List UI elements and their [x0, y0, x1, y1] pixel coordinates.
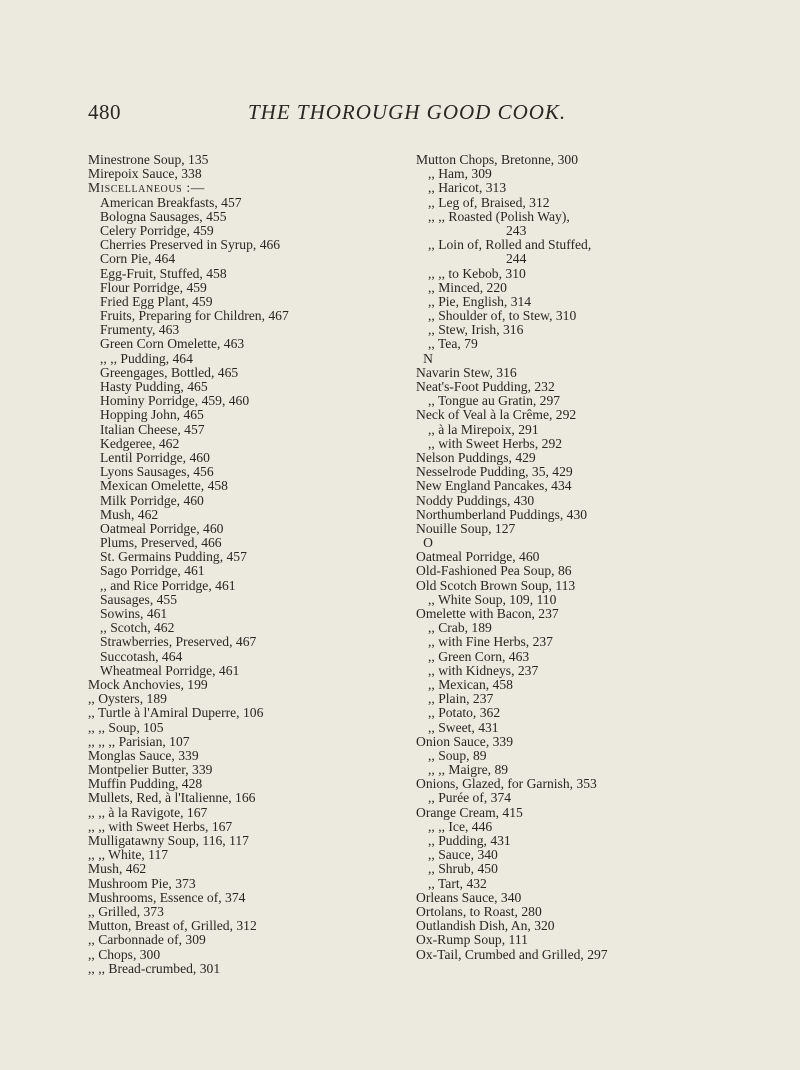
- index-entry: Mulligatawny Soup, 116, 117: [88, 833, 249, 848]
- index-entry: Ox-Rump Soup, 111: [416, 932, 528, 948]
- index-entry: ,, Scotch, 462: [100, 620, 175, 636]
- index-entry: Oatmeal Porridge, 460: [416, 549, 540, 565]
- index-entry: Mock Anchovies, 199: [88, 676, 208, 692]
- index-entry: Old-Fashioned Pea Soup, 86: [416, 563, 572, 579]
- index-entry: Ox-Tail, Crumbed and Grilled, 297: [416, 946, 608, 962]
- index-entry: ,, Loin of, Rolled and Stuffed,: [428, 237, 592, 253]
- index-entry: ,, ,, ,, Parisian, 107: [88, 733, 190, 749]
- index-entry: ,, à la Mirepoix, 291: [428, 421, 539, 437]
- index-entry: ,, with Sweet Herbs, 292: [428, 435, 563, 451]
- index-entry: Hominy Porridge, 459, 460: [100, 393, 250, 409]
- index-entry: Minestrone Soup, 135: [88, 152, 209, 167]
- index-entry: ,, Green Corn, 463: [428, 648, 530, 664]
- index-entry: ,, with Kidneys, 237: [428, 662, 539, 678]
- index-entry: Greengages, Bottled, 465: [100, 364, 239, 380]
- index-entry: Orleans Sauce, 340: [416, 889, 522, 905]
- index-entry: Mirepoix Sauce, 338: [88, 166, 202, 182]
- index-entry: Neat's-Foot Pudding, 232: [416, 379, 555, 394]
- page-header: [0, 100, 800, 126]
- index-entry: ,, Shoulder of, to Stew, 310: [428, 308, 577, 324]
- index-entry: Onion Sauce, 339: [416, 733, 514, 749]
- index-entry: ,, Soup, 89: [428, 747, 487, 763]
- index-entry: Corn Pie, 464: [100, 251, 176, 267]
- index-entry: Succotash, 464: [100, 648, 183, 664]
- index-entry: ,, Carbonnade of, 309: [88, 932, 206, 948]
- index-entry: ,, Purée of, 374: [428, 790, 512, 806]
- index-entry: Fruits, Preparing for Children, 467: [100, 308, 289, 324]
- index-entry: Fried Egg Plant, 459: [100, 293, 213, 309]
- index-entry: Hopping John, 465: [100, 407, 204, 423]
- index-entry: ,, ,, à la Ravigote, 167: [88, 804, 208, 820]
- index-entry: Orange Cream, 415: [416, 804, 523, 820]
- page-number: 480: [88, 100, 121, 124]
- index-entry: Mushrooms, Essence of, 374: [88, 889, 246, 905]
- index-entry: Milk Porridge, 460: [100, 492, 204, 508]
- index-entry: Outlandish Dish, An, 320: [416, 918, 555, 934]
- index-entry: Neck of Veal à la Crême, 292: [416, 407, 577, 423]
- index-entry: ,, ,, Soup, 105: [88, 719, 164, 735]
- running-title: THE THOROUGH GOOD COOK.: [248, 100, 567, 124]
- index-letter-divider: [416, 536, 786, 550]
- index-entry: Mushroom Pie, 373: [88, 875, 196, 891]
- index-entry: 243: [506, 222, 527, 238]
- index-entry: Green Corn Omelette, 463: [100, 336, 245, 352]
- index-entry: Omelette with Bacon, 237: [416, 606, 559, 621]
- index-entry: Mexican Omelette, 458: [100, 478, 228, 494]
- index-entry: ,, and Rice Porridge, 461: [100, 577, 236, 593]
- index-entry: Flour Porridge, 459: [100, 279, 207, 295]
- index-entry: ,, Mexican, 458: [428, 676, 513, 692]
- index-entry: ,, Turtle à l'Amiral Duperre, 106: [88, 705, 264, 721]
- index-entry: Onions, Glazed, for Garnish, 353: [416, 776, 597, 792]
- index-entry: ,, with Fine Herbs, 237: [428, 634, 553, 650]
- index-entry: Kedgeree, 462: [100, 435, 180, 451]
- index-entry: ,, ,, White, 117: [88, 847, 169, 863]
- index-entry: ,, Leg of, Braised, 312: [428, 194, 550, 210]
- index-entry: Ortolans, to Roast, 280: [416, 903, 542, 919]
- index-entry: ,, Tart, 432: [428, 875, 487, 891]
- index-entry: Navarin Stew, 316: [416, 364, 517, 380]
- index-entry: Italian Cheese, 457: [100, 421, 205, 437]
- index-entry: ,, Minced, 220: [428, 279, 507, 295]
- index-letter-divider: [416, 352, 786, 366]
- index-entry: Old Scotch Brown Soup, 113: [416, 577, 576, 593]
- index-entry: ,, Potato, 362: [428, 705, 501, 721]
- index-entry: Montpelier Butter, 339: [88, 762, 213, 778]
- index-entry: ,, Ham, 309: [428, 166, 492, 182]
- index-entry: Nesselrode Pudding, 35, 429: [416, 464, 573, 480]
- index-entry: Mush, 462: [100, 506, 159, 522]
- index-entry: Mullets, Red, à l'Italienne, 166: [88, 790, 256, 806]
- index-entry: ,, Chops, 300: [88, 946, 161, 962]
- index-entry: Nelson Puddings, 429: [416, 449, 536, 465]
- index-column-left: [88, 153, 388, 976]
- index-letter: N: [423, 350, 433, 366]
- index-entry: American Breakfasts, 457: [100, 194, 242, 210]
- index-entry: Hasty Pudding, 465: [100, 379, 208, 394]
- index-entry: Mutton Chops, Bretonne, 300: [416, 152, 578, 167]
- index-entry: ,, Plain, 237: [428, 691, 494, 707]
- index-entry: Sowins, 461: [100, 606, 168, 621]
- index-entry: Mutton, Breast of, Grilled, 312: [88, 918, 257, 934]
- index-entry: ,, ,, Roasted (Polish Way),: [428, 208, 570, 224]
- index-entry: Lentil Porridge, 460: [100, 449, 210, 465]
- index-entry: St. Germains Pudding, 457: [100, 549, 247, 565]
- index-entry: Celery Porridge, 459: [100, 222, 214, 238]
- index-entry: Mush, 462: [88, 861, 147, 877]
- index-entry: ,, White Soup, 109, 110: [428, 591, 557, 607]
- index-entry: ,, Oysters, 189: [88, 691, 167, 707]
- index-entry: Egg-Fruit, Stuffed, 458: [100, 265, 227, 281]
- index-entry: ,, Pudding, 431: [428, 833, 511, 848]
- index-entry: New England Pancakes, 434: [416, 478, 572, 494]
- index-entry: Sago Porridge, 461: [100, 563, 205, 579]
- index-entry: Bologna Sausages, 455: [100, 208, 227, 224]
- index-entry: ,, Shrub, 450: [428, 861, 498, 877]
- index-entry: ,, ,, Pudding, 464: [100, 350, 193, 366]
- index-entry: ,, Crab, 189: [428, 620, 492, 636]
- index-entry: Cherries Preserved in Syrup, 466: [100, 237, 281, 253]
- index-entry: Lyons Sausages, 456: [100, 464, 214, 480]
- index-entry: ,, ,, to Kebob, 310: [428, 265, 526, 281]
- index-entry: ,, Stew, Irish, 316: [428, 322, 524, 338]
- index-entry: ,, ,, Maigre, 89: [428, 762, 509, 778]
- index-section-heading: Miscellaneous :—: [88, 180, 205, 196]
- index-entry: Noddy Puddings, 430: [416, 492, 535, 508]
- index-entry: ,, Sweet, 431: [428, 719, 499, 735]
- index-letter: O: [423, 535, 433, 551]
- index-entry: ,, Haricot, 313: [428, 180, 507, 196]
- index-entry: ,, Pie, English, 314: [428, 293, 532, 309]
- index-column-right: [416, 153, 786, 962]
- index-entry: ,, ,, Bread-crumbed, 301: [88, 960, 221, 976]
- index-entry: ,, ,, Ice, 446: [428, 818, 493, 834]
- index-entry: Wheatmeal Porridge, 461: [100, 662, 240, 678]
- index-entry: Frumenty, 463: [100, 322, 180, 338]
- index-entry: Strawberries, Preserved, 467: [100, 634, 257, 650]
- index-entry: Sausages, 455: [100, 591, 178, 607]
- index-entry: ,, Tongue au Gratin, 297: [428, 393, 561, 409]
- index-entry: ,, Grilled, 373: [88, 903, 164, 919]
- index-entry: ,, ,, with Sweet Herbs, 167: [88, 818, 233, 834]
- index-entry: Nouille Soup, 127: [416, 520, 516, 536]
- index-entry: Northumberland Puddings, 430: [416, 506, 588, 522]
- index-entry: Oatmeal Porridge, 460: [100, 520, 224, 536]
- index-entry: Muffin Pudding, 428: [88, 776, 203, 792]
- index-entry: ,, Tea, 79: [428, 336, 478, 352]
- index-entry: ,, Sauce, 340: [428, 847, 498, 863]
- index-entry: Plums, Preserved, 466: [100, 535, 222, 551]
- index-entry: Monglas Sauce, 339: [88, 747, 199, 763]
- index-entry: 244: [506, 251, 527, 267]
